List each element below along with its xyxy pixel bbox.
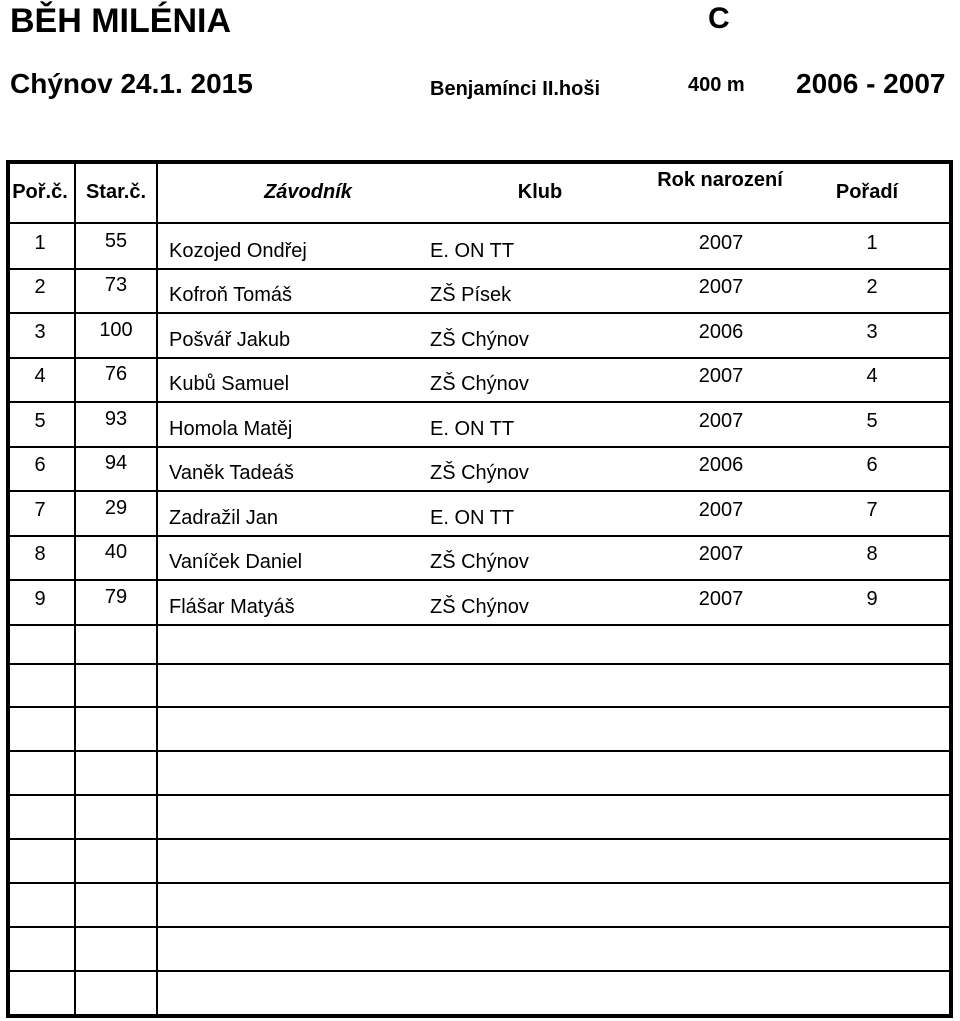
row-divider: [6, 970, 953, 972]
years-label: 2006 - 2007: [796, 68, 946, 99]
rank-cell: 1: [866, 232, 878, 254]
poradi-c-cell: 8: [34, 543, 46, 565]
row-divider: [6, 663, 953, 665]
category-letter: C: [708, 2, 730, 35]
club-cell: ZŠ Chýnov: [430, 373, 529, 395]
name-cell: Kubů Samuel: [169, 373, 290, 395]
row-divider: [6, 624, 953, 626]
start-c-cell: 79: [104, 586, 128, 608]
name-cell: Vaníček Daniel: [169, 551, 303, 573]
name-cell: Kozojed Ondřej: [169, 240, 307, 262]
club-cell: E. ON TT: [430, 507, 515, 529]
rank-cell: 8: [866, 543, 878, 565]
column-divider: [156, 160, 158, 1018]
name-cell: Homola Matěj: [169, 418, 293, 440]
start-c-cell: 93: [104, 408, 128, 430]
poradi-c-cell: 4: [34, 365, 46, 387]
club-cell: ZŠ Písek: [430, 284, 512, 306]
row-divider: [6, 794, 953, 796]
poradi-c-cell: 5: [34, 410, 46, 432]
row-divider: [6, 926, 953, 928]
club-cell: ZŠ Chýnov: [430, 596, 529, 618]
year-cell: 2007: [698, 588, 744, 610]
club-cell: E. ON TT: [430, 418, 515, 440]
poradi-c-cell: 9: [34, 588, 46, 610]
row-divider: [6, 579, 953, 581]
poradi-c-cell: 2: [34, 276, 46, 298]
row-divider: [6, 446, 953, 448]
row-divider: [6, 535, 953, 537]
year-cell: 2006: [698, 454, 744, 476]
row-divider: [6, 268, 953, 270]
club-cell: ZŠ Chýnov: [430, 462, 529, 484]
poradi-c-cell: 7: [34, 499, 46, 521]
rank-cell: 3: [866, 321, 878, 343]
column-header-start-c: Star.č.: [85, 181, 147, 203]
start-c-cell: 100: [99, 319, 133, 341]
start-c-cell: 29: [104, 497, 128, 519]
year-cell: 2007: [698, 410, 744, 432]
column-header-rok: Rok narození: [657, 169, 783, 191]
poradi-c-cell: 3: [34, 321, 46, 343]
results-table: [6, 160, 953, 1018]
name-cell: Kofroň Tomáš: [169, 284, 293, 306]
start-c-cell: 55: [104, 230, 128, 252]
rank-cell: 2: [866, 276, 878, 298]
category-label: Benjamínci II.hoši: [430, 78, 601, 100]
place-date: Chýnov 24.1. 2015: [10, 68, 253, 99]
start-c-cell: 40: [104, 541, 128, 563]
row-divider: [6, 357, 953, 359]
row-divider: [6, 838, 953, 840]
club-cell: ZŠ Chýnov: [430, 329, 529, 351]
name-cell: Flášar Matyáš: [169, 596, 295, 618]
year-cell: 2007: [698, 232, 744, 254]
column-header-zavodnik: Závodník: [264, 181, 352, 203]
year-cell: 2007: [698, 276, 744, 298]
club-cell: E. ON TT: [430, 240, 515, 262]
row-divider: [6, 312, 953, 314]
rank-cell: 6: [866, 454, 878, 476]
start-c-cell: 73: [104, 274, 128, 296]
year-cell: 2007: [698, 499, 744, 521]
name-cell: Vaněk Tadeáš: [169, 462, 294, 484]
column-header-klub: Klub: [517, 181, 563, 203]
name-cell: Zadražil Jan: [169, 507, 278, 529]
poradi-c-cell: 1: [34, 232, 46, 254]
row-divider: [6, 706, 953, 708]
distance-label: 400 m: [688, 74, 745, 96]
club-cell: ZŠ Chýnov: [430, 551, 529, 573]
poradi-c-cell: 6: [34, 454, 46, 476]
year-cell: 2007: [698, 365, 744, 387]
rank-cell: 7: [866, 499, 878, 521]
row-divider: [6, 401, 953, 403]
row-divider: [6, 750, 953, 752]
column-header-poradi-c: Poř.č.: [12, 181, 68, 203]
start-c-cell: 94: [104, 452, 128, 474]
start-c-cell: 76: [104, 363, 128, 385]
row-divider: [6, 490, 953, 492]
name-cell: Pošvář Jakub: [169, 329, 291, 351]
rank-cell: 4: [866, 365, 878, 387]
rank-cell: 9: [866, 588, 878, 610]
column-header-poradi: Pořadí: [835, 181, 899, 203]
page-title: BĚH MILÉNIA: [10, 2, 231, 40]
row-divider: [6, 882, 953, 884]
header-divider: [6, 222, 953, 224]
year-cell: 2006: [698, 321, 744, 343]
year-cell: 2007: [698, 543, 744, 565]
rank-cell: 5: [866, 410, 878, 432]
